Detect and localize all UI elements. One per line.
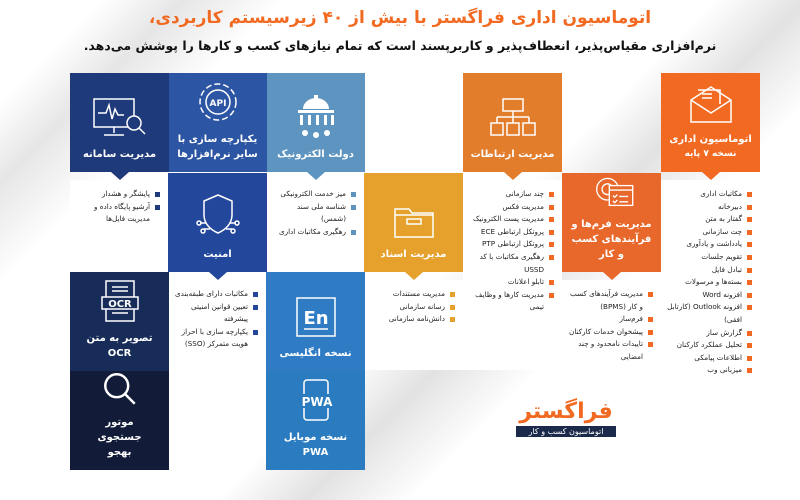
svg-text:API: API <box>209 99 226 109</box>
tile-forms-processes[interactable] <box>562 173 661 272</box>
office-features-list <box>661 180 760 375</box>
egov-features-list <box>266 180 364 272</box>
tile-english-version[interactable] <box>266 272 365 371</box>
page-subtitle: نرم‌افزاری مقیاس‌پذیر، انعطاف‌پذیر و کاربرپسند است که تمام نیازهای کسب و کارها را پوشش می‌دهد. <box>83 38 717 53</box>
tile-title: تصویر به متن <box>86 333 153 344</box>
tile-title: دولت الکترونیک <box>277 149 354 160</box>
list-item: مدیریت فرآیندهای کسب و کار (BPMS) <box>566 288 653 313</box>
page-title: اتوماسیون اداری فراگستر با بیش از ۴۰ زیرسیستم کاربردی، <box>148 8 652 28</box>
org-chart-icon <box>489 97 537 139</box>
list-item: یکپارچه سازی با احراز هویت متمرکز (SSO) <box>172 326 258 351</box>
svg-text:PWA: PWA <box>301 395 332 409</box>
list-item: گفتار به متن <box>665 213 752 226</box>
list-item: پایشگر و هشدار <box>74 188 160 201</box>
list-item: رسانه سازمانی <box>368 301 455 314</box>
list-item: تحلیل عملکرد کارکنان <box>665 339 752 352</box>
svg-text:OCR: OCR <box>107 299 132 310</box>
tile-document-management[interactable] <box>364 173 463 272</box>
tile-title: امنیت <box>203 249 232 260</box>
ocr-document-icon <box>100 279 140 323</box>
list-item: شناسه ملی سند (شمس) <box>270 201 356 226</box>
svg-text:En: En <box>302 308 329 329</box>
tile-title: موتور جستجوی بهجو <box>97 417 142 458</box>
magnifier-icon <box>98 371 142 407</box>
list-item: مدیریت فکس <box>467 201 554 214</box>
brand-logo <box>516 400 616 437</box>
list-item: مدیریت پست الکترونیک <box>467 213 554 226</box>
list-item: مکاتبات دارای طبقه‌بندی <box>172 288 258 301</box>
list-item: چت سازمانی <box>665 226 752 239</box>
tile-title: نسخه انگلیسی <box>279 348 352 359</box>
system-features-list <box>70 180 168 272</box>
tile-title: مدیریت سامانه <box>82 149 157 160</box>
list-item: دبیرخانه <box>665 201 752 214</box>
list-item: پروتکل ارتباطی PTP <box>467 238 554 251</box>
list-item: تبادل فایل <box>665 264 752 277</box>
tile-api-integration[interactable] <box>168 73 267 172</box>
list-item: رهگیری مکاتبات با کد USSD <box>467 251 554 276</box>
list-item: پیشخوان خدمات کارکنان <box>566 326 653 339</box>
shield-icon <box>196 193 240 239</box>
documents-features-list <box>364 280 463 370</box>
government-building-icon <box>293 95 339 139</box>
list-item: مدیریت کارها و وظایف تیمی <box>467 289 554 314</box>
list-item: تعیین قوانین امنیتی پیشرفته <box>172 301 258 326</box>
english-en-icon <box>295 296 337 338</box>
api-gear-icon <box>196 80 240 124</box>
forms-features-list <box>562 280 661 370</box>
folder-icon <box>393 203 435 239</box>
list-item: گزارش ساز <box>665 327 752 340</box>
list-item: پروتکل ارتباطی ECE <box>467 226 554 239</box>
envelope-icon <box>688 84 734 124</box>
list-item: دانش‌نامه سازمانی <box>368 313 455 326</box>
list-item: مکاتبات اداری <box>665 188 752 201</box>
tile-subtitle: نسخه ۷ پایه <box>684 149 737 159</box>
tile-mobile-pwa[interactable] <box>266 371 365 470</box>
list-item: افزونه Word <box>665 289 752 302</box>
list-item: میز خدمت الکترونیکی <box>270 188 356 201</box>
communications-features-list <box>463 180 562 370</box>
tile-subtitle: PWA <box>302 447 329 458</box>
list-item: اطلاعات پیامکی <box>665 352 752 365</box>
list-item: افزونه Outlook (کارتابل افقی) <box>665 301 752 326</box>
list-item: رهگیری مکاتبات اداری <box>270 226 356 239</box>
tile-title: مدیریت ارتباطات <box>470 149 555 160</box>
tile-subtitle: OCR <box>107 348 132 359</box>
tile-title: اتوماسیون اداری <box>669 134 752 145</box>
tile-system-management[interactable] <box>70 73 169 172</box>
gear-form-icon <box>587 173 637 209</box>
tile-communications[interactable] <box>463 73 562 172</box>
list-item: یادداشت و یادآوری <box>665 238 752 251</box>
security-features-list <box>168 280 266 371</box>
tile-search-engine[interactable] <box>70 371 169 470</box>
tile-office-automation[interactable] <box>661 73 760 172</box>
tile-title: یکپارچه سازی با سایر نرم‌افزارها <box>177 134 258 160</box>
logo-name: فراگستر <box>519 399 613 424</box>
list-item: فرم‌ساز <box>566 313 653 326</box>
list-item: بسته‌ها و مرسولات <box>665 276 752 289</box>
tile-security[interactable] <box>168 173 267 272</box>
tile-title: نسخه موبایل <box>283 432 348 443</box>
list-item: تابلو اعلانات <box>467 276 554 289</box>
tile-title: مدیریت اسناد <box>380 249 447 260</box>
list-item: مدیریت مستندات <box>368 288 455 301</box>
tile-ocr[interactable] <box>70 272 169 371</box>
list-item: تقویم جلسات <box>665 251 752 264</box>
list-item: آرشیو پایگاه داده و مدیریت فایل‌ها <box>74 201 160 226</box>
mobile-pwa-icon <box>296 378 336 422</box>
list-item: میزبانی وب <box>665 364 752 377</box>
logo-tagline: اتوماسیون کسب و کار <box>516 426 616 437</box>
list-item: چند سازمانی <box>467 188 554 201</box>
monitor-search-icon <box>92 97 148 139</box>
tile-e-government[interactable] <box>266 73 365 172</box>
tile-title: مدیریت فرم‌ها و فرآیندهای کسب و کار <box>571 219 652 260</box>
list-item: تاییدات نامحدود و چند امضایی <box>566 338 653 363</box>
